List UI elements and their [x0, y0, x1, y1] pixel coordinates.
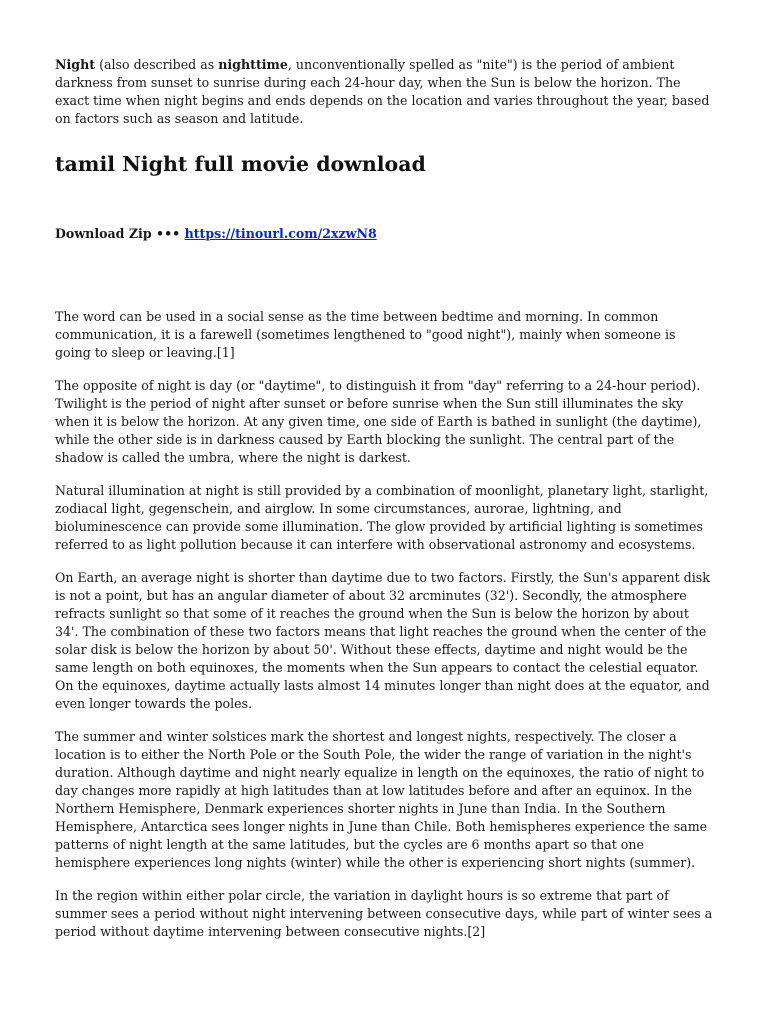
paragraph-polar-circle: In the region within either polar circle, the variation in daylight hours is so extreme that part of summer sees a period without night intervening between consecutive days, while part of winter sees a period without daytime intervening between consecutive nights.[2]: [55, 888, 713, 939]
paragraph-solstices: The summer and winter solstices mark the shortest and longest nights, respectively. The closer a location is to either the North Pole or the South Pole, the wider the range of variation in the night's duration. Although daytime and night nearly equalize in length on the equinoxes, the ratio of night to day changes more rapidly at high latitudes than at low latitudes before and after an equinox. In the Northern Hemisphere, Denmark experiences shorter nights in June than India. In the Southern Hemisphere, Antarctica sees longer nights in June than Chile. Both hemispheres experience the same patterns of night length at the same latitudes, but the cycles are 6 months apart so that one hemisphere experiences long nights (winter) while the other is experiencing short nights (summer).: [55, 729, 708, 870]
intro-text-2: , unconventionally spelled as "nite") is the period of ambient darkness from sunset to sunrise during each 24-hour day, when the Sun is below the horizon. The exact time when night begins and ends depends on the location and varies throughout the year, based on factors such as season and latitude.: [55, 57, 710, 126]
download-line: [55, 225, 715, 243]
intro-term-night: Night: [55, 57, 96, 72]
download-link[interactable]: https://tinourl.com/2xzwN8: [184, 226, 377, 241]
download-label: Download Zip •••: [55, 226, 185, 241]
paragraph-average-night: On Earth, an average night is shorter than daytime due to two factors. Firstly, the Sun's apparent disk is not a point, but has an angular diameter of about 32 arcminutes (32'). Secondly, the atmosphere refracts sunlight so that some of it reaches the ground when the Sun is below the horizon by about 34'. The combination of these two factors means that light reaches the ground when the center of the solar disk is below the horizon by about 50'. Without these effects, daytime and night would be the same length on both equinoxes, the moments when the Sun appears to contact the celestial equator. On the equinoxes, daytime actually lasts almost 14 minutes longer than night does at the equator, and even longer towards the poles.: [55, 570, 710, 711]
paragraph-natural-illumination: Natural illumination at night is still provided by a combination of moonlight, planetary light, starlight, zodiacal light, gegenschein, and airglow. In some circumstances, aurorae, lightning, and bioluminescence can provide some illumination. The glow provided by artificial lighting is sometimes referred to as light pollution because it can interfere with observational astronomy and ecosystems.: [55, 483, 709, 552]
paragraph-social-sense: The word can be used in a social sense as the time between bedtime and morning. In common communication, it is a farewell (sometimes lengthened to "good night"), mainly when someone is going to sleep or leaving.[1]: [55, 309, 676, 360]
intro-paragraph: [55, 56, 715, 128]
intro-text-1: (also described as: [95, 57, 219, 72]
intro-term-nighttime: nighttime: [218, 57, 288, 72]
paragraph-opposite-of-night: The opposite of night is day (or "daytime", to distinguish it from "day" referring to a 24-hour period). Twilight is the period of night after sunset or before sunrise when the Sun still illuminates the sky when it is below the horizon. At any given time, one side of Earth is bathed in sunlight (the daytime), while the other side is in darkness caused by Earth blocking the sunlight. The central part of the shadow is called the umbra, where the night is darkest.: [55, 378, 702, 465]
page-heading: tamil Night full movie download: [55, 152, 426, 176]
